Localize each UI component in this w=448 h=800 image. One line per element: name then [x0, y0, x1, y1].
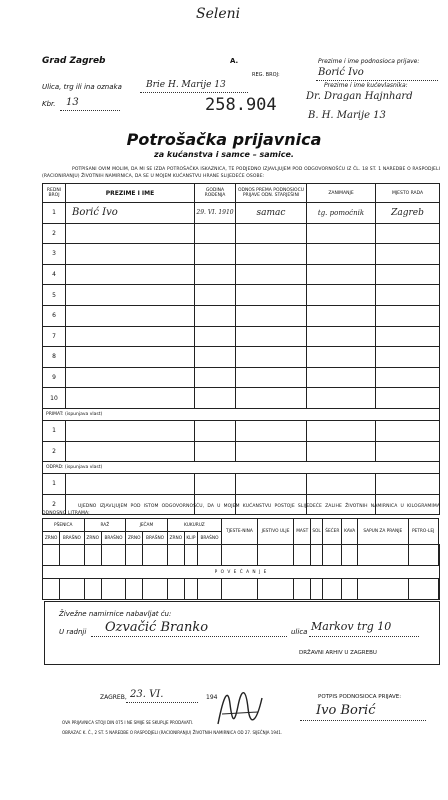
stock-group-lard: MAST [294, 519, 311, 545]
footer-date: 23. VI. [130, 689, 164, 700]
sub-grain: ZRNO [167, 532, 184, 545]
row-place: Zagreb [376, 203, 440, 224]
supply-street-value: Markov trg 10 [311, 620, 392, 633]
sub-flour: BRAŠNO [197, 532, 221, 545]
stock-group-sugar: ŠEĆER [323, 519, 342, 545]
table-row [43, 305, 440, 326]
col-header-num: REDNI BROJ [43, 184, 66, 203]
stock-group-oil: JESTIVO ULJE [257, 519, 294, 545]
kbr-line [60, 110, 120, 111]
stock-group-barley: JEČAM [126, 519, 168, 532]
col-header-job: ZANIMANJE [307, 184, 376, 203]
stock-group-corn: KUKURUZ [167, 519, 221, 532]
row-year: 29. VI. 1910 [195, 203, 236, 224]
col-header-name: PREZIME I IME [66, 184, 195, 203]
table-row [43, 203, 440, 224]
odpad-row-number: 1 [43, 474, 66, 495]
form-title: Potrošačka prijavnica [126, 130, 322, 149]
stock-group-pasta: TJESTE-NINA [222, 519, 258, 545]
sub-flour: BRAŠNO [60, 532, 84, 545]
applicant-label: Prezime i ime podnosioca prijave: [318, 58, 420, 65]
sub-flour: BRAŠNO [143, 532, 167, 545]
form-subtitle: za kućanstva i samce – samice. [154, 150, 294, 159]
shop-label: U radnji [59, 628, 87, 636]
row-job: tg. pomoćnik [307, 203, 376, 224]
stock-table [42, 518, 440, 600]
primat-label: PRIMAT: (ispunjava vlast) [43, 408, 440, 420]
row-number: 8 [43, 347, 66, 368]
supply-line1: Živežne namirnice nabavljat ću: [59, 610, 172, 618]
owner-label: Prezime i ime kućevlasnika: [324, 82, 408, 89]
table-row [43, 285, 440, 306]
row-number: 6 [43, 305, 66, 326]
row-number: 9 [43, 367, 66, 388]
stock-group-coffee: KAVA [342, 519, 357, 545]
sub-grain: ZRNO [43, 532, 60, 545]
table-row [43, 474, 440, 495]
sub-flour: BRAŠNO [101, 532, 125, 545]
owner-address: B. H. Marije 13 [308, 110, 386, 121]
table-row [43, 347, 440, 368]
table-row [43, 367, 440, 388]
row-relation: samac [236, 203, 307, 224]
sub-cob: KLIP [184, 532, 197, 545]
owner-value: Dr. Dragan Hajnhard [306, 91, 413, 102]
row-number: 10 [43, 388, 66, 409]
stock-group-soap: SAPUN ZA PRANJE [357, 519, 408, 545]
reg-label: REG. BROJ: [252, 72, 280, 78]
table-row [43, 264, 440, 285]
table-row [43, 420, 440, 441]
street-line-2 [309, 636, 419, 637]
row-number: 5 [43, 285, 66, 306]
sig-label: POTPIS PODNOSIOCA PRIJAVE: [318, 694, 402, 700]
col-header-place: MJESTO RADA [376, 184, 440, 203]
sub-grain: ZRNO [84, 532, 101, 545]
form-letter: A. [230, 57, 239, 65]
applicant-value: Borić Ivo [318, 67, 364, 78]
footer-place: ZAGREB, [100, 694, 127, 701]
intro-text: POTPISANI OVIM MOLIM, DA MI SE IZDA POTROŠAČKA ISKAZNICA, TE PODJEDNO IZJAVLJUJEM POD ODGOVORNOŠĆU IZ ČL. 18 ST. 1 NAREDBE O RASPODJELI (RACIONIRANJU) ŽIVOTNIH NAMIRNICA, DA SE U MOJEM KUĆANSTVU HRANE SLIJEDEĆE OSOBE: [42, 167, 440, 179]
footer-note1: OVA PRIJAVNICA STOJI DIN 075 I NE SMIJE SE SKUPLJE PRODAVATI. [62, 720, 194, 725]
row-name: Borić Ivo [66, 203, 195, 224]
top-scribble: Seleni [196, 6, 241, 22]
primat-row-number: 1 [43, 420, 66, 441]
date-line [126, 702, 198, 703]
stock-group-wheat: PŠENICA [43, 519, 85, 532]
supply-box [44, 601, 440, 665]
archive-stamp: DRŽAVNI ARHIV U ZAGREBU [299, 650, 377, 656]
sub-grain: ZRNO [126, 532, 143, 545]
primat-row-number: 2 [43, 441, 66, 462]
street-value: Brie H. Marije 13 [146, 80, 226, 90]
increase-label: P O V E Ć A N J E [43, 566, 440, 579]
table-row [43, 244, 440, 265]
stock-group-salt: SOL [311, 519, 323, 545]
stock-intro: UJEDNO IZJAVLJUJEM POD ISTOM ODGOVORNOŠĆU, DA U MOJEM KUĆANSTVU POSTOJE SLIJEDEĆE ZALIHE ŽIVOTNIH NAMIRNICA U KILOGRAMIMA ODNOSNO LITRAMA: [42, 504, 440, 516]
street-label-2: ulica [291, 628, 308, 636]
street-label: Ulica, trg ili ina oznaka [42, 83, 122, 91]
col-header-year: GODINA ROĐENJA [195, 184, 236, 203]
stock-group-petroleum: PETRO-LEJ [408, 519, 438, 545]
persons-table [42, 183, 440, 515]
odpad-label: ODPAD: (ispunjava vlast) [43, 462, 440, 474]
sig-value: Ivo Borić [316, 703, 376, 718]
odpad-row-number: 2 [43, 494, 66, 515]
official-signature-icon [214, 684, 266, 730]
city-name: Grad Zagreb [42, 56, 106, 66]
shop-line [91, 636, 287, 637]
row-number: 4 [43, 264, 66, 285]
kbr-label: Kbr. [42, 100, 56, 108]
applicant-line [316, 80, 438, 81]
street-line [140, 92, 248, 93]
table-row [43, 223, 440, 244]
table-row [43, 326, 440, 347]
footer-year: 194 [206, 694, 218, 701]
table-row [43, 441, 440, 462]
row-number: 2 [43, 223, 66, 244]
row-number: 7 [43, 326, 66, 347]
stamp-number: 258.904 [205, 95, 277, 115]
footer-note2: OBRAZAC K. Č., 2 ST. 5 NAREDBE O RASPODJELI (RACIONIRANJU) ŽIVOTNIH NAMIRNICA OD 27. SIJEČNJA 1941. [62, 730, 283, 735]
row-number: 3 [43, 244, 66, 265]
kbr-value: 13 [66, 97, 79, 108]
table-row [43, 388, 440, 409]
col-header-relation: ODNOS PREMA PODNOSIOCU PRIJAVE ODN. STARJEŠINI [236, 184, 307, 203]
shop-value: Ozvačić Branko [105, 620, 209, 635]
row-number: 1 [43, 203, 66, 224]
stock-group-rye: RAŽ [84, 519, 126, 532]
sig-line [300, 720, 426, 721]
